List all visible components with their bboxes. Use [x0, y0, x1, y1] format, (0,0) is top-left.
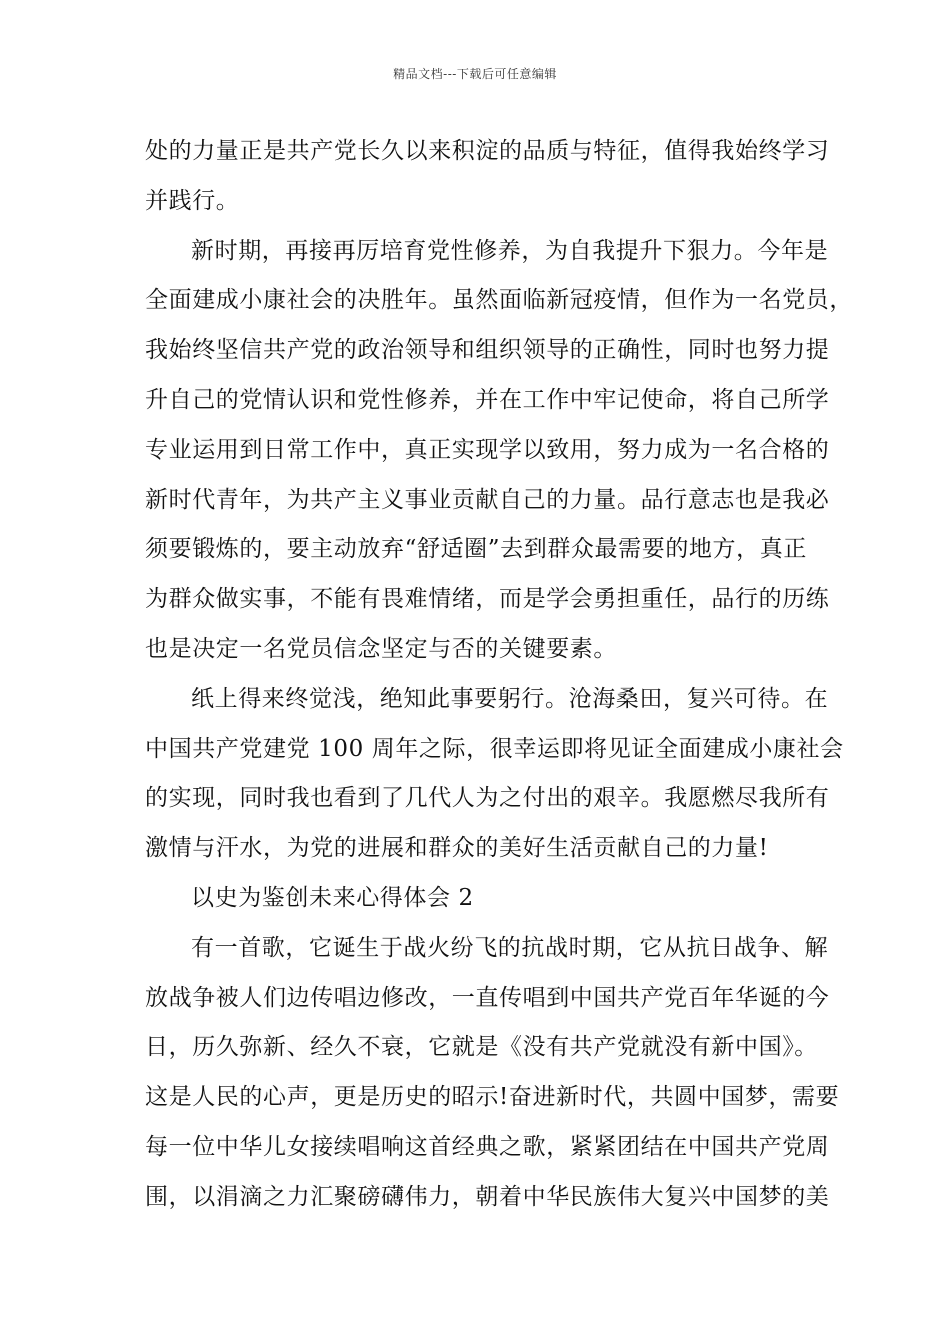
text-line: 为群众做实事，不能有畏难情绪，而是学会勇担重任，品行的历练 [145, 586, 830, 613]
text-line: 新时代青年，为共产主义事业贡献自己的力量。品行意志也是我必 [145, 486, 830, 513]
text-line: 有一首歌，它诞生于战火纷飞的抗战时期，它从抗日战争、解 [191, 934, 829, 961]
text-line: 也是决定一名党员信念坚定与否的关键要素。 [145, 635, 617, 662]
text-line: 的实现，同时我也看到了几代人为之付出的艰辛。我愿燃尽我所有 [145, 785, 830, 812]
text-line: 升自己的党情认识和党性修养，并在工作中牢记使命，将自己所学 [145, 386, 830, 413]
text-line: 处的力量正是共产党长久以来积淀的品质与特征，值得我始终学习 [145, 138, 830, 164]
text-line: 我始终坚信共产党的政治领导和组织领导的正确性，同时也努力提 [145, 337, 830, 364]
text-line: 并践行。 [145, 187, 240, 214]
page-header: 精品文档---下载后可任意编辑 [393, 67, 557, 81]
text-line: 以史为鉴创未来心得体会 2 [191, 884, 474, 911]
text-line: 中国共产党建党 100 周年之际，很幸运即将见证全面建成小康社会 [145, 735, 844, 762]
text-line: 围，以涓滴之力汇聚磅礴伟力，朝着中华民族伟大复兴中国梦的美 [145, 1183, 830, 1210]
text-line: 专业运用到日常工作中，真正实现学以致用，努力成为一名合格的 [145, 436, 830, 463]
text-line: 放战争被人们边传唱边修改，一直传唱到中国共产党百年华诞的今 [145, 984, 830, 1011]
document-body [145, 127, 853, 1223]
text-line: 须要锻炼的，要主动放弃“舒适圈”去到群众最需要的地方，真正 [145, 536, 807, 563]
text-line: 每一位中华儿女接续唱响这首经典之歌，紧紧团结在中国共产党周 [145, 1133, 830, 1160]
text-line: 纸上得来终觉浅，绝知此事要躬行。沧海桑田，复兴可待。在 [191, 685, 829, 712]
text-line: 这是人民的心声，更是历史的昭示!奋进新时代，共圆中国梦，需要 [145, 1084, 840, 1111]
text-line: 新时期，再接再厉培育党性修养，为自我提升下狠力。今年是 [191, 237, 829, 264]
text-line: 激情与汗水，为党的进展和群众的美好生活贡献自己的力量! [145, 835, 769, 862]
text-line: 日，历久弥新、经久不衰，它就是《没有共产党就没有新中国》。 [145, 1034, 818, 1061]
text-line: 全面建成小康社会的决胜年。虽然面临新冠疫情，但作为一名党员， [145, 287, 853, 314]
